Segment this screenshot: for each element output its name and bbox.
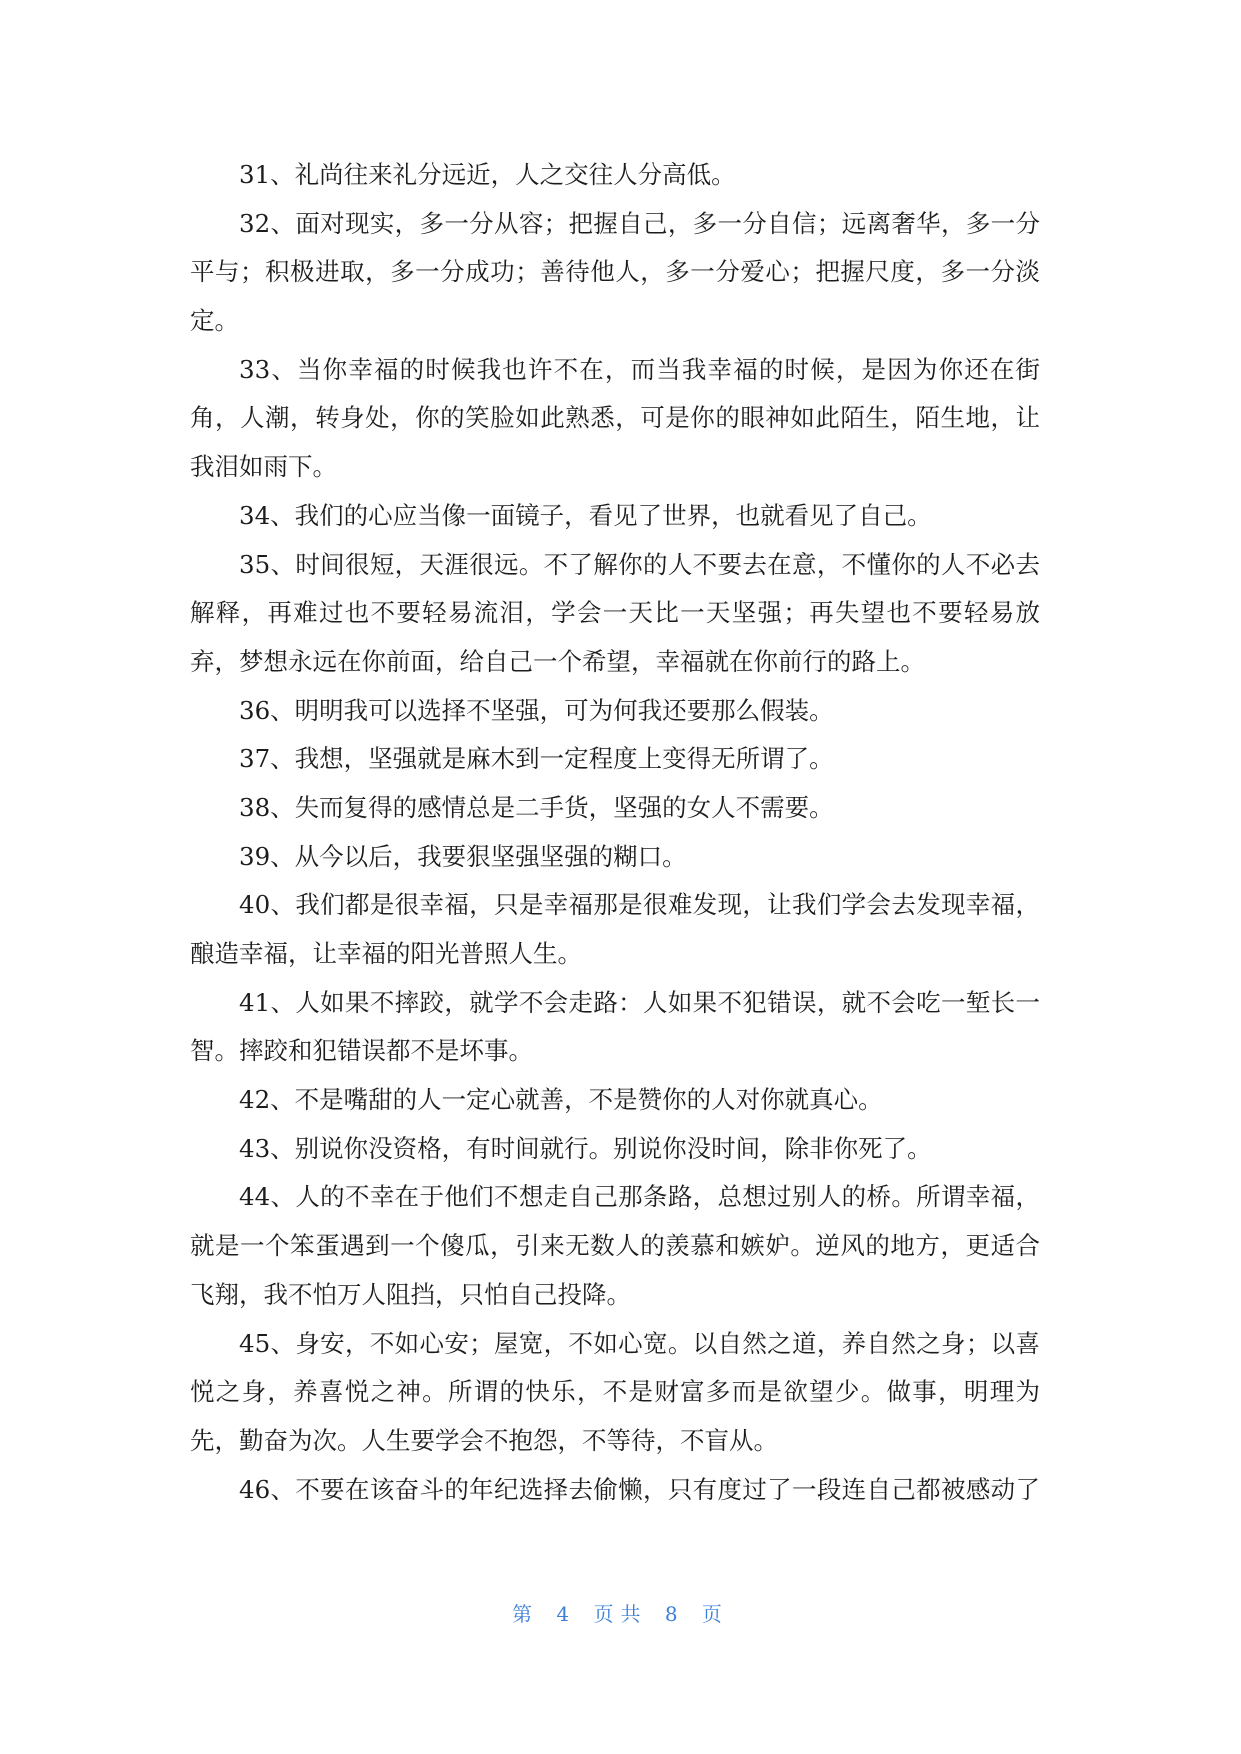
paragraph-40 [190,881,1040,978]
page-number-footer: 第 4 页共 8 页 [512,1602,729,1626]
paragraph-37 [190,735,1040,784]
paragraph-46 [190,1466,1040,1515]
paragraph-45 [190,1320,1040,1466]
text-line: 35、时间很短，天涯很远。不了解你的人不要去在意，不懂你的人不必去 [239,549,1040,579]
text-line: 先，勤奋为次。人生要学会不抱怨，不等待，不盲从。 [190,1425,778,1455]
paragraph-36 [190,687,1040,736]
text-line: 43、别说你没资格，有时间就行。别说你没时间，除非你死了。 [239,1133,932,1163]
paragraph-42 [190,1076,1040,1125]
paragraph-32 [190,200,1040,346]
paragraph-33 [190,346,1040,492]
paragraph-35 [190,541,1040,687]
text-line: 36、明明我可以选择不坚强，可为何我还要那么假装。 [239,695,834,725]
text-line: 就是一个笨蛋遇到一个傻瓜，引来无数人的羡慕和嫉妒。逆风的地方，更适合 [190,1231,1040,1261]
paragraph-38 [190,784,1040,833]
text-line: 45、身安，不如心安；屋宽，不如心宽。以自然之道，养自然之身；以喜 [239,1328,1040,1358]
text-line: 角，人潮，转身处，你的笑脸如此熟悉，可是你的眼神如此陌生，陌生地，让 [190,403,1040,433]
paragraph-44 [190,1173,1040,1319]
text-line: 31、礼尚往来礼分远近，人之交往人分高低。 [239,160,736,189]
text-line: 42、不是嘴甜的人一定心就善，不是赞你的人对你就真心。 [239,1085,883,1115]
text-line: 定。 [190,306,239,336]
paragraph-43 [190,1125,1040,1174]
text-line: 40、我们都是很幸福，只是幸福那是很难发现，让我们学会去发现幸福， [239,890,1040,920]
paragraph-31 [190,151,1040,200]
text-line: 解释，再难过也不要轻易流泪，学会一天比一天坚强；再失望也不要轻易放 [190,598,1040,628]
text-line: 平与；积极进取，多一分成功；善待他人，多一分爱心；把握尺度，多一分淡 [190,257,1040,287]
text-line: 32、面对现实，多一分从容；把握自己，多一分自信；远离奢华，多一分 [239,208,1040,238]
paragraph-39 [190,833,1040,882]
paragraph-34 [190,492,1040,541]
text-line: 飞翔，我不怕万人阻挡，只怕自己投降。 [190,1279,631,1309]
paragraph-41 [190,979,1040,1076]
text-line: 酿造幸福，让幸福的阳光普照人生。 [190,939,582,968]
text-line: 46、不要在该奋斗的年纪选择去偷懒，只有度过了一段连自己都被感动了 [239,1474,1040,1504]
text-line: 44、人的不幸在于他们不想走自己那条路，总想过别人的桥。所谓幸福， [239,1182,1040,1212]
text-line: 37、我想，坚强就是麻木到一定程度上变得无所谓了。 [239,744,834,774]
document-body [190,151,1040,1514]
text-line: 41、人如果不摔跤，就学不会走路：人如果不犯错误，就不会吃一堑长一 [239,987,1040,1017]
text-line: 我泪如雨下。 [190,452,337,482]
text-line: 33、当你幸福的时候我也许不在，而当我幸福的时候，是因为你还在街 [239,354,1040,384]
text-line: 38、失而复得的感情总是二手货，坚强的女人不需要。 [239,792,834,822]
text-line: 39、从今以后，我要狠坚强坚强的糊口。 [239,841,687,871]
text-line: 弃，梦想永远在你前面，给自己一个希望，幸福就在你前行的路上。 [190,646,925,676]
text-line: 智。摔跤和犯错误都不是坏事。 [190,1036,533,1066]
text-line: 悦之身，养喜悦之神。所谓的快乐，不是财富多而是欲望少。做事，明理为 [190,1377,1040,1407]
text-line: 34、我们的心应当像一面镜子，看见了世界，也就看见了自己。 [239,500,932,530]
